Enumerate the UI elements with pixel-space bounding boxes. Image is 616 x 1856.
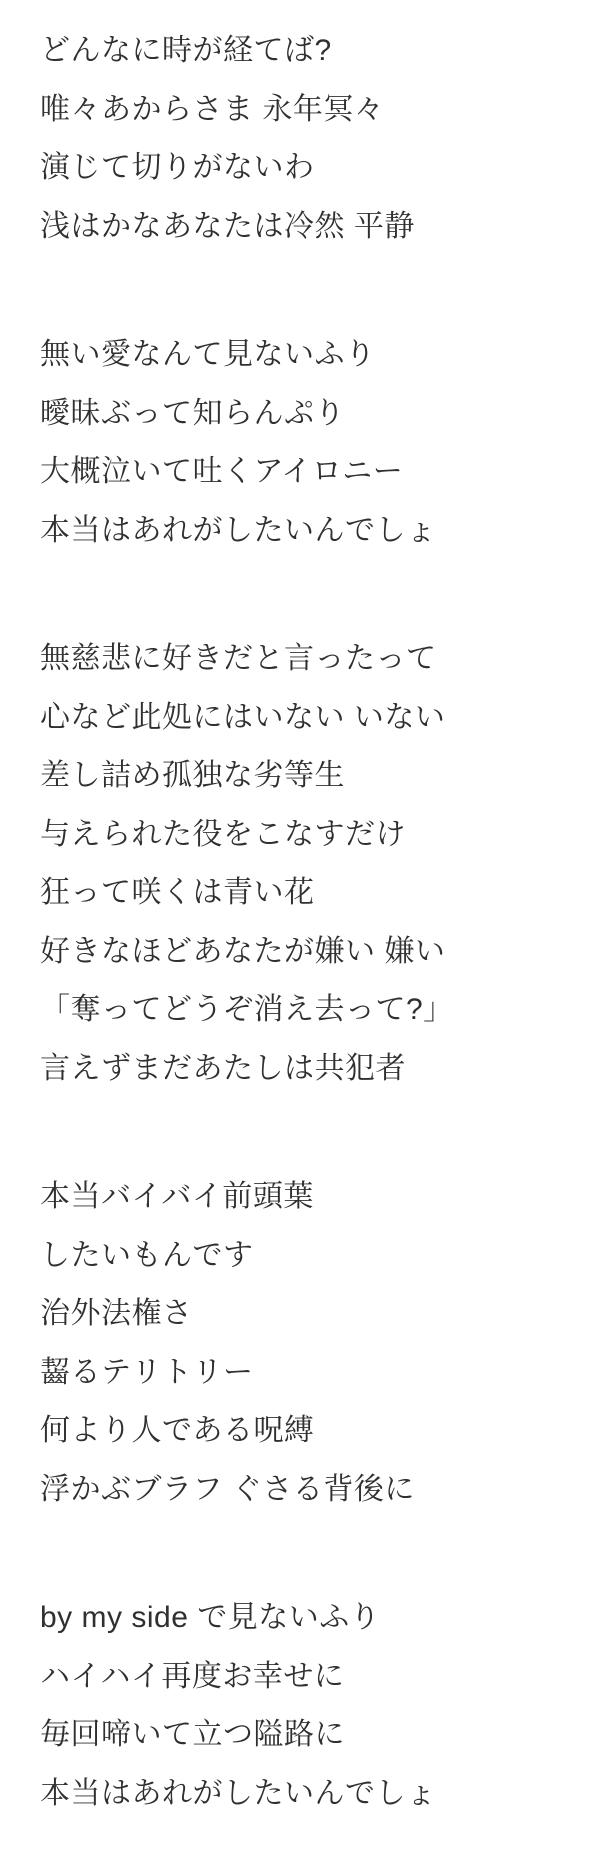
lyric-line: 本当バイバイ前頭葉 [40,1180,314,1213]
lyric-line: 差し詰め孤独な劣等生 [40,759,345,792]
stanza-3 [40,630,596,1098]
lyric-line: したいもんです [40,1238,254,1272]
lyric-line: 無慈悲に好きだと言ったって [40,642,437,675]
lyric-line: 何より人である呪縛 [40,1414,315,1447]
stanza-4 [40,1168,596,1519]
lyric-line: 齧るテリトリー [40,1355,254,1389]
lyric-line: ハイハイ再度お幸せに [40,1659,345,1693]
stanza-1 [40,22,596,256]
lyric-line: どんなに時が経てば? [40,34,332,67]
lyric-line: 演じて切りがないわ [40,151,315,184]
lyric-line: 言えずまだあたしは共犯者 [40,1051,406,1085]
lyric-line: 浅はかなあなたは冷然 平静 [40,209,415,243]
lyric-line: 無い愛なんて見ないふり [40,338,376,371]
lyric-line: 治外法権さ [40,1297,193,1330]
lyric-line: 毎回啼いて立つ隘路に [40,1718,345,1751]
lyric-line: 唯々あからさま 永年冥々 [40,92,385,126]
lyric-line: 与えられた役をこなすだけ [40,817,406,851]
lyric-line: 好きなほどあなたが嫌い 嫌い [40,934,446,968]
lyric-line: 「奪ってどうぞ消え去って?」 [40,993,454,1026]
lyric-line: 浮かぶブラフ ぐさる背後に [40,1472,415,1506]
lyric-line: 狂って咲くは青い花 [40,876,315,909]
stanza-5 [40,1589,596,1823]
lyric-line: 曖昧ぶって知らんぷり [40,396,345,430]
lyric-line: 本当はあれがしたいんでしょ [40,513,437,547]
lyric-line: 心など此処にはいない いない [40,700,446,734]
lyric-line: 大概泣いて吐くアイロニー [40,455,404,488]
lyric-line: 本当はあれがしたいんでしょ [40,1776,437,1810]
lyric-line: by my side で見ないふり [40,1601,381,1634]
stanza-2 [40,326,596,560]
